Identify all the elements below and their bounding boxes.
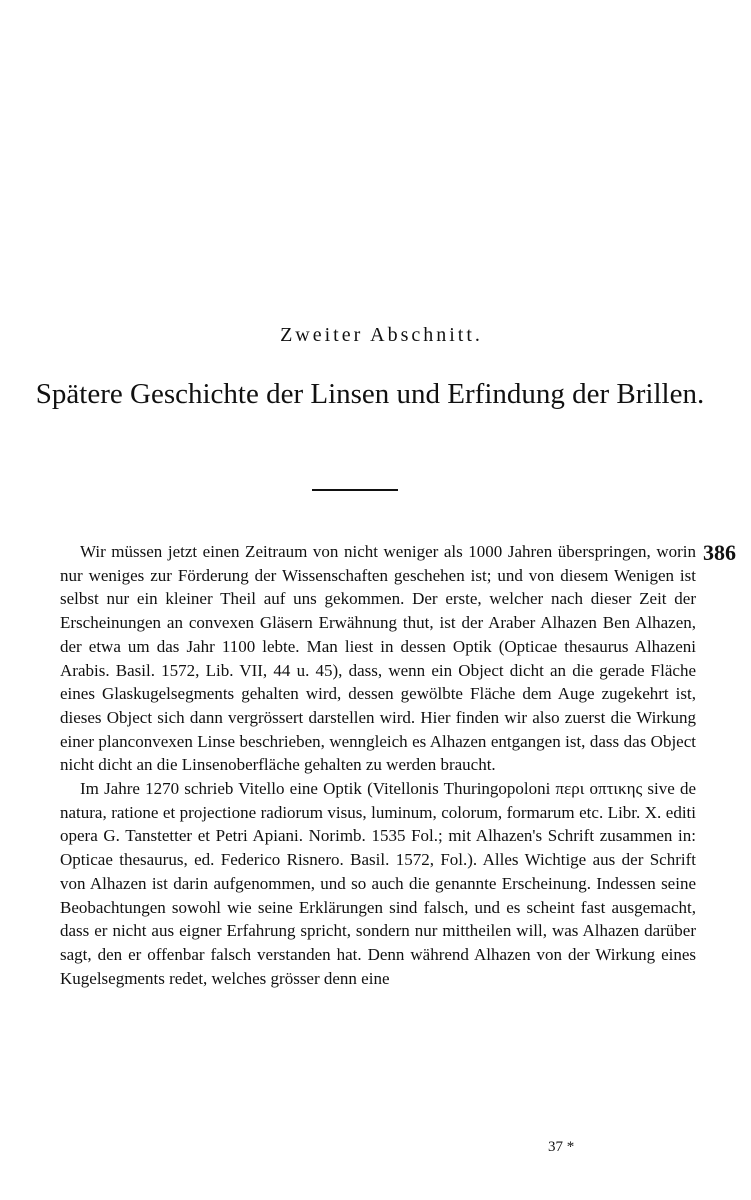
- body-text: [60, 540, 696, 990]
- paragraph: Wir müssen jetzt einen Zeitraum von nicht weniger als 1000 Jahren überspringen, worin nur weniges zur Förderung der Wissenschaften geschehen ist; und von diesem Wenigen ist selbst nur ein kleiner Theil auf uns gekommen. Der erste, welcher nach dieser Zeit der Erscheinungen an convexen Gläsern Erwähnung thut, ist der Araber Alhazen Ben Alhazen, der etwa um das Jahr 1100 lebte. Man liest in dessen Optik (Opticae thesaurus Alhazeni Arabis. Basil. 1572, Lib. VII, 44 u. 45), dass, wenn ein Object dicht an die gerade Fläche eines Glaskugelsegments gehalten wird, dessen gewölbte Fläche dem Auge zugekehrt ist, dieses Object sich dann vergrössert darstellen wird. Hier finden wir also zuerst die Wirkung einer planconvexen Linse beschrieben, wenngleich es Alhazen entgangen ist, dass das Object nicht dicht an die Linsenoberfläche gehalten zu werden braucht.: [60, 542, 696, 775]
- margin-number: 386: [703, 540, 736, 565]
- title-divider: [312, 489, 398, 491]
- paragraph: Im Jahre 1270 schrieb Vitello eine Optik (Vitellonis Thuringopoloni περι οπτικης sive de natura, ratione et projectione radiorum visus, luminum, colorum, formarum etc. Libr. X. editi opera G. Tanstetter et Petri Apiani. Norimb. 1535 Fol.; mit Alhazen's Schrift zusammen in: Opticae thesaurus, ed. Federico Risnero. Basil. 1572, Fol.). Alles Wichtige aus der Schrift von Alhazen ist darin aufgenommen, und so auch die genannte Erscheinung. Indessen seine Beobachtungen sowohl wie seine Erklärungen sind falsch, und es scheint fast ausgemacht, dass er nicht aus eigner Erfahrung spricht, sondern nur mittheilen will, was Alhazen darüber sagt, den er offenbar falsch verstanden hat. Denn während Alhazen von der Wirkung eines Kugelsegments redet, welches grösser denn eine: [60, 779, 696, 988]
- chapter-title: Spätere Geschichte der Linsen und Erfindung der Brillen.: [35, 378, 705, 410]
- page-number: 37 *: [548, 1139, 575, 1155]
- section-label: Zweiter Abschnitt.: [280, 324, 483, 346]
